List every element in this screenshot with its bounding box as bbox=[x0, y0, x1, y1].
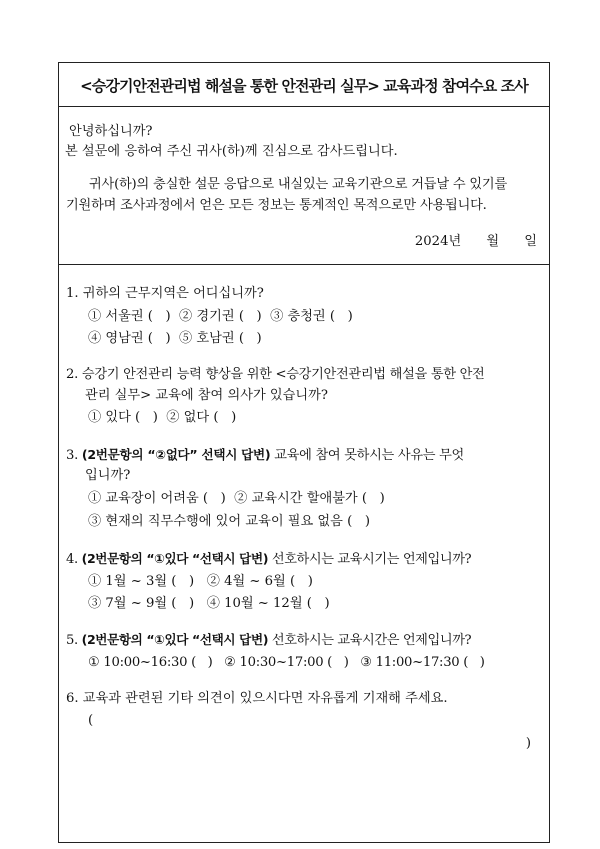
q2-question-line2: 관리 실무> 교육에 참여 의사가 있습니까? bbox=[85, 388, 328, 403]
q5-question bbox=[66, 631, 471, 649]
q2-question-line1: 2. 승강기 안전관리 능력 향상을 위한 <승강기안전관리법 해설을 통한 안전 bbox=[66, 367, 485, 382]
q5-condition: (2번문항의 “①있다 “선택시 답변) bbox=[81, 632, 269, 647]
survey-date: 2024년 월 일 bbox=[414, 234, 537, 249]
q3-options-line2: ③ 현재의 직무수행에 있어 교육이 필요 없음 ( ) bbox=[88, 514, 370, 529]
q1-question: 1. 귀하의 근무지역은 어디십니까? bbox=[66, 286, 264, 301]
intro-divider bbox=[59, 264, 549, 265]
q3-condition: (2번문항의 “②없다” 선택시 답변) bbox=[81, 447, 271, 462]
q3-question-line1 bbox=[66, 446, 464, 464]
q4-question bbox=[66, 550, 471, 568]
q3-number: 3. bbox=[66, 448, 78, 463]
q4-options-line2: ③ 7월 ~ 9월 ( ) ④ 10월 ~ 12월 ( ) bbox=[88, 596, 330, 611]
q4-options-line1: ① 1월 ~ 3월 ( ) ② 4월 ~ 6월 ( ) bbox=[88, 574, 313, 589]
q1-options-line2: ④ 영남권 ( ) ⑤ 호남권 ( ) bbox=[88, 331, 262, 346]
survey-title: <승강기안전관리법 해설을 통한 안전관리 실무> 교육과정 참여수요 조사 bbox=[80, 77, 528, 95]
q6-open-paren: ( bbox=[88, 713, 94, 728]
q5-options: ① 10:00~16:30 ( ) ② 10:30~17:00 ( ) ③ 11:00~17:30 ( ) bbox=[88, 655, 485, 670]
q4-question-rest: 선호하시는 교육시기는 언제입니까? bbox=[271, 552, 472, 567]
purpose-text-line1: 귀사(하)의 충실한 설문 응답으로 내실있는 교육기관으로 거듭날 수 있기를 bbox=[89, 177, 507, 192]
q5-number: 5. bbox=[66, 633, 78, 648]
title-divider bbox=[59, 106, 549, 107]
q3-question-rest: 교육에 참여 못하시는 사유는 무엇 bbox=[274, 448, 464, 463]
q6-close-paren: ) bbox=[525, 736, 531, 751]
q2-options: ① 있다 ( ) ② 없다 ( ) bbox=[88, 410, 237, 425]
q6-question: 6. 교육과 관련된 기타 의견이 있으시다면 자유롭게 기재해 주세요. bbox=[66, 691, 448, 706]
purpose-text-line2: 기원하며 조사과정에서 얻은 모든 정보는 통계적인 목적으로만 사용됩니다. bbox=[66, 198, 487, 213]
q1-options-line1: ① 서울권 ( ) ② 경기권 ( ) ③ 충청권 ( ) bbox=[88, 309, 353, 324]
q3-options-line1: ① 교육장이 어려움 ( ) ② 교육시간 할애불가 ( ) bbox=[88, 491, 385, 506]
q3-question-line2: 입니까? bbox=[85, 468, 131, 483]
survey-form bbox=[58, 62, 550, 843]
thanks-text: 본 설문에 응하여 주신 귀사(하)께 진심으로 감사드립니다. bbox=[65, 144, 398, 159]
q4-number: 4. bbox=[66, 552, 78, 567]
q5-question-rest: 선호하시는 교육시간은 언제입니까? bbox=[271, 633, 472, 648]
greeting-text: 안녕하십니까? bbox=[69, 124, 153, 139]
q4-condition: (2번문항의 “①있다 “선택시 답변) bbox=[81, 551, 269, 566]
